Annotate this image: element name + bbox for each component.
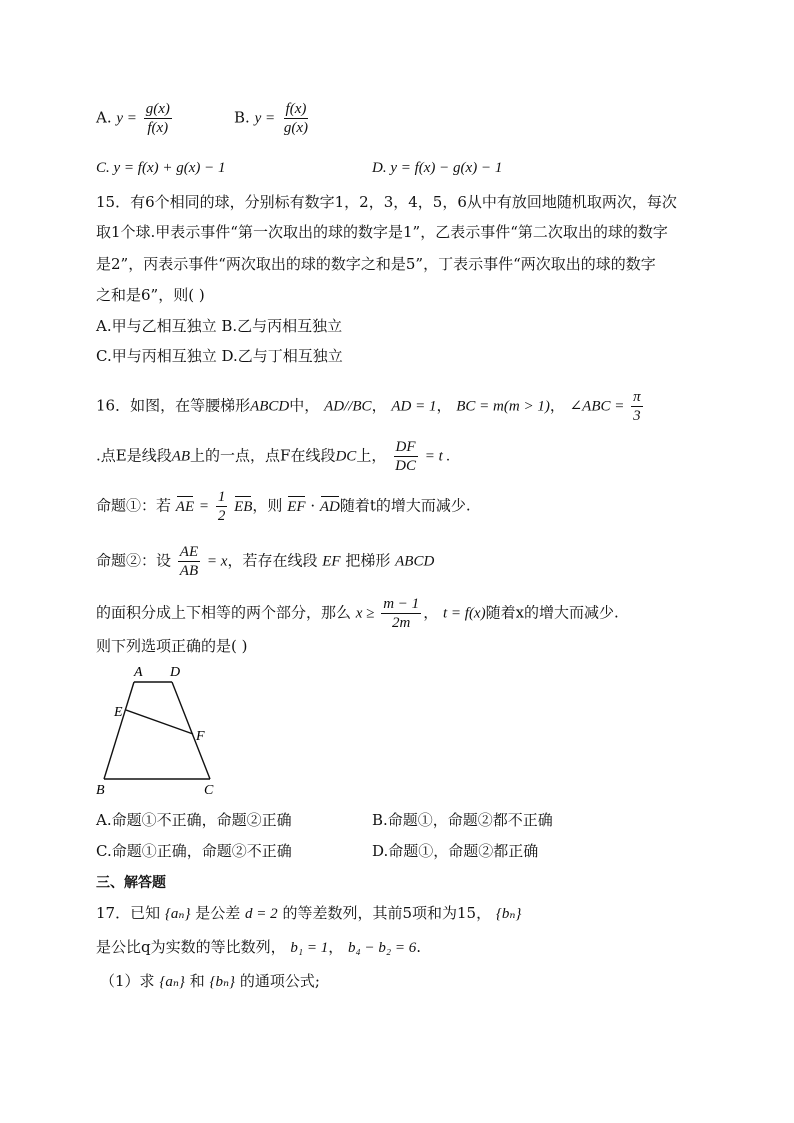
text: （1）求 [100, 972, 155, 990]
equals-x: = x [206, 553, 228, 570]
fraction-numerator: DF [395, 439, 416, 455]
q15-line-2: 取1个球.甲表示事件“第一次取出的球的数字是1”，乙表示事件“第二次取出的球的数字 [96, 223, 668, 241]
text: ，若存在线段 [227, 551, 318, 570]
condition-bc: BC = m(m > 1) [456, 398, 550, 415]
q15-line-3: 是2”，丙表示事件“两次取出的球的数字之和是5”，丁表示事件“两次取出的球的数字 [96, 255, 656, 273]
equals: = [198, 498, 210, 515]
q16-line-2 [96, 438, 450, 475]
text: 上， [356, 446, 387, 465]
fraction-numerator: π [633, 389, 641, 405]
t-equals-fx: t = f(x) [442, 605, 486, 622]
trapezoid-name: ABCD [250, 398, 290, 415]
q15-line-4: 之和是6”，则( ) [96, 286, 205, 304]
label-d: D [170, 665, 181, 680]
fraction-denominator: 2m [392, 615, 411, 631]
q15-options-ab[interactable]: A.甲与乙相互独立 B.乙与丙相互独立 [96, 317, 343, 335]
text: 的通项公式; [239, 972, 320, 990]
fraction-denominator: DC [395, 458, 416, 474]
q16-ask: 则下列选项正确的是( ) [96, 637, 248, 655]
text: 把梯形 [345, 551, 391, 570]
q16-option-b[interactable]: B.命题①，命题②都不正确 [372, 811, 553, 829]
option-a-expr: y = [116, 110, 137, 127]
option-a-label: A. [96, 108, 112, 127]
q17-line-1 [96, 903, 521, 924]
prop2-label: 命题②：设 [96, 551, 172, 570]
q16-option-d[interactable]: D.命题①，命题②都正确 [372, 842, 539, 860]
label-b: B [96, 783, 105, 798]
fraction-numerator: f(x) [285, 101, 307, 117]
b4-minus-b2: b₄ − b₂ = 6 [348, 940, 417, 956]
option-b-fraction [282, 100, 310, 137]
proposition-2 [96, 543, 434, 580]
trapezoid-figure [90, 660, 230, 800]
equals-t: = t . [424, 448, 451, 465]
text: ，则 [252, 496, 283, 515]
condition-parallel: AD//BC [324, 398, 372, 415]
q14-option-d[interactable]: D. y = f(x) − g(x) − 1 [372, 160, 503, 176]
text: 17．已知 [96, 904, 161, 922]
text: 的等差数列，其前5项和为15， [282, 904, 492, 922]
dot-product: · [310, 496, 316, 515]
segment-ab: AB [171, 448, 191, 465]
b1-value: b₁ = 1 [290, 940, 329, 956]
sequence-b: {bₙ} [495, 906, 522, 922]
option-a-fraction [144, 100, 172, 137]
label-e: E [114, 705, 123, 720]
edge-ab [104, 682, 134, 779]
condition-ad: AD = 1 [391, 398, 437, 415]
option-b-label: B. [234, 108, 250, 127]
q16-line-5 [96, 595, 619, 632]
fraction-numerator: m − 1 [383, 596, 420, 612]
text: ， [328, 938, 344, 956]
fraction-denominator: g(x) [283, 120, 309, 136]
text: 的面积分成上下相等的两个部分，那么 [96, 603, 352, 622]
q14-option-b[interactable] [234, 100, 312, 137]
x-geq: x ≥ [355, 605, 375, 622]
vector-ae: AE [175, 498, 195, 515]
option-b-expr: y = [254, 110, 276, 127]
trapezoid-name: ABCD [395, 553, 435, 570]
text: . [416, 938, 421, 956]
q15-options-cd[interactable]: C.甲与丙相互独立 D.乙与丁相互独立 [96, 347, 343, 365]
section-title: 三、解答题 [96, 875, 166, 891]
sequence-b: {bₙ} [209, 974, 236, 990]
fraction-numerator: g(x) [145, 101, 170, 117]
label-c: C [204, 783, 214, 798]
m-minus-1-over-2m [381, 595, 421, 632]
text: 上的一点，点F在线段 [190, 446, 336, 465]
common-difference: d = 2 [245, 906, 278, 922]
q16-intro: 16．如图，在等腰梯形 [96, 396, 251, 415]
label-a: A [134, 665, 143, 680]
q15-line-1: 15．有6个相同的球，分别标有数字1，2，3，4，5，6从中有放回地随机取两次，每次 [96, 193, 677, 211]
text: 随着x的增大而减少. [485, 603, 619, 622]
q16-option-a[interactable]: A.命题①不正确，命题②正确 [96, 811, 292, 829]
sequence-a: {aₙ} [164, 906, 191, 922]
text: 随着t的增大而减少. [339, 496, 471, 515]
text: .点E是线段 [96, 446, 172, 465]
segment-ef [126, 710, 193, 734]
vector-ef: EF [287, 498, 306, 515]
fraction-numerator: 1 [217, 489, 226, 505]
df-over-dc [393, 438, 418, 475]
q14-option-a[interactable] [96, 100, 174, 137]
prop1-label: 命题①：若 [96, 496, 172, 515]
ae-over-ab [178, 543, 200, 580]
segment-ef: EF [322, 553, 341, 570]
fraction-denominator: 2 [217, 508, 226, 524]
text: 是公差 [195, 904, 241, 922]
vector-eb: EB [234, 498, 253, 515]
text: 是公比q为实数的等比数列， [96, 938, 286, 956]
condition-angle: ∠ABC = [569, 398, 625, 415]
q14-option-c[interactable]: C. y = f(x) + g(x) − 1 [96, 160, 226, 176]
fraction-denominator: 3 [633, 408, 641, 424]
pi-over-3 [631, 388, 643, 425]
fraction-denominator: f(x) [147, 120, 169, 136]
one-half [216, 488, 228, 525]
text: 和 [189, 972, 205, 990]
segment-dc: DC [335, 448, 357, 465]
text: ， [423, 603, 439, 622]
fraction-numerator: AE [179, 544, 199, 560]
q16-option-c[interactable]: C.命题①正确，命题②不正确 [96, 842, 292, 860]
fraction-denominator: AB [179, 563, 199, 579]
q16-line-1: 16．如图，在等腰梯形ABCD中， AD//BC， AD = 1， BC = m(m > 1)， ∠ABC = $\frac{\pi}{3}$ [96, 389, 641, 424]
vector-ad: AD [319, 498, 340, 515]
text: 中， [289, 396, 320, 415]
label-f: F [196, 729, 205, 744]
q17-sub-1 [100, 971, 320, 992]
sequence-a: {aₙ} [159, 974, 185, 990]
q17-line-2 [96, 937, 421, 958]
proposition-1 [96, 488, 471, 525]
